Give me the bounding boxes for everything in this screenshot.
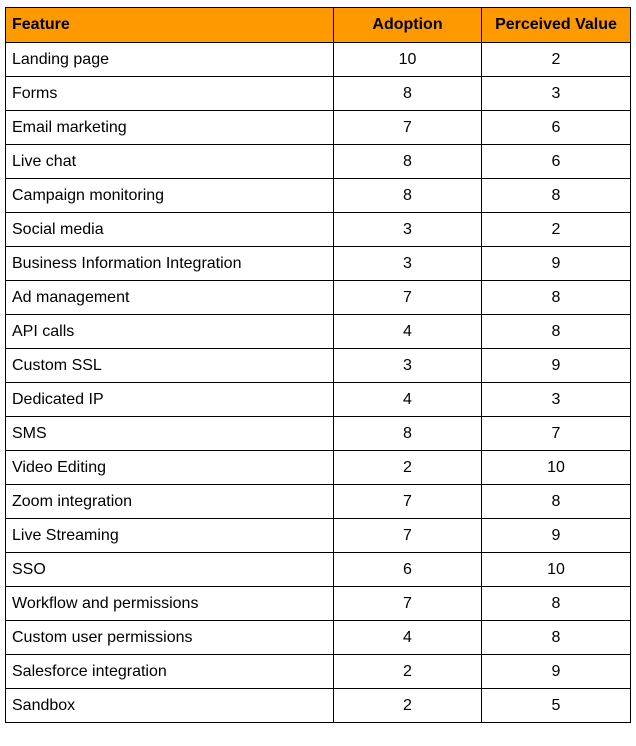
cell-feature: API calls (6, 315, 334, 349)
header-perceived-value: Perceived Value (482, 8, 631, 43)
cell-perceived-value: 8 (482, 587, 631, 621)
table-row (6, 689, 631, 723)
cell-adoption: 2 (334, 655, 482, 689)
cell-perceived-value: 10 (482, 553, 631, 587)
cell-feature: Workflow and permissions (6, 587, 334, 621)
cell-perceived-value: 8 (482, 315, 631, 349)
cell-feature: Custom SSL (6, 349, 334, 383)
cell-adoption: 7 (334, 485, 482, 519)
cell-feature: SSO (6, 553, 334, 587)
table-row (6, 485, 631, 519)
cell-feature: Email marketing (6, 111, 334, 145)
table-row (6, 213, 631, 247)
cell-perceived-value: 9 (482, 349, 631, 383)
cell-adoption: 2 (334, 689, 482, 723)
cell-feature: Social media (6, 213, 334, 247)
cell-perceived-value: 6 (482, 111, 631, 145)
table-row (6, 621, 631, 655)
table-row (6, 111, 631, 145)
cell-feature: Salesforce integration (6, 655, 334, 689)
cell-perceived-value: 8 (482, 281, 631, 315)
cell-perceived-value: 5 (482, 689, 631, 723)
cell-adoption: 4 (334, 315, 482, 349)
cell-feature: Live chat (6, 145, 334, 179)
table-row (6, 655, 631, 689)
table-row (6, 315, 631, 349)
cell-perceived-value: 8 (482, 621, 631, 655)
cell-feature: Video Editing (6, 451, 334, 485)
cell-feature: Custom user permissions (6, 621, 334, 655)
table-row (6, 145, 631, 179)
cell-adoption: 10 (334, 43, 482, 77)
cell-adoption: 8 (334, 179, 482, 213)
cell-adoption: 8 (334, 417, 482, 451)
cell-feature: Campaign monitoring (6, 179, 334, 213)
cell-perceived-value: 9 (482, 519, 631, 553)
table-row (6, 77, 631, 111)
cell-adoption: 8 (334, 145, 482, 179)
cell-adoption: 6 (334, 553, 482, 587)
cell-perceived-value: 8 (482, 485, 631, 519)
table-row (6, 553, 631, 587)
cell-perceived-value: 9 (482, 655, 631, 689)
table-row (6, 417, 631, 451)
cell-adoption: 8 (334, 77, 482, 111)
header-row (6, 8, 631, 43)
table-body (6, 43, 631, 723)
cell-perceived-value: 3 (482, 383, 631, 417)
header-feature: Feature (6, 8, 334, 43)
table-row (6, 43, 631, 77)
cell-adoption: 7 (334, 587, 482, 621)
cell-perceived-value: 2 (482, 43, 631, 77)
table-row (6, 451, 631, 485)
cell-feature: Ad management (6, 281, 334, 315)
cell-feature: SMS (6, 417, 334, 451)
cell-perceived-value: 10 (482, 451, 631, 485)
cell-feature: Forms (6, 77, 334, 111)
cell-perceived-value: 8 (482, 179, 631, 213)
table-row (6, 383, 631, 417)
cell-perceived-value: 9 (482, 247, 631, 281)
cell-feature: Dedicated IP (6, 383, 334, 417)
table-row (6, 587, 631, 621)
cell-adoption: 3 (334, 247, 482, 281)
cell-feature: Sandbox (6, 689, 334, 723)
cell-adoption: 4 (334, 621, 482, 655)
cell-adoption: 7 (334, 519, 482, 553)
cell-feature: Zoom integration (6, 485, 334, 519)
cell-adoption: 3 (334, 213, 482, 247)
cell-adoption: 3 (334, 349, 482, 383)
cell-feature: Landing page (6, 43, 334, 77)
cell-adoption: 7 (334, 111, 482, 145)
cell-perceived-value: 6 (482, 145, 631, 179)
table-row (6, 281, 631, 315)
cell-adoption: 4 (334, 383, 482, 417)
cell-perceived-value: 7 (482, 417, 631, 451)
cell-perceived-value: 3 (482, 77, 631, 111)
cell-adoption: 7 (334, 281, 482, 315)
table-row (6, 179, 631, 213)
cell-adoption: 2 (334, 451, 482, 485)
table-row (6, 519, 631, 553)
cell-feature: Live Streaming (6, 519, 334, 553)
cell-feature: Business Information Integration (6, 247, 334, 281)
feature-table (5, 7, 631, 723)
cell-perceived-value: 2 (482, 213, 631, 247)
header-adoption: Adoption (334, 8, 482, 43)
table-header (6, 8, 631, 43)
table-row (6, 349, 631, 383)
table-row (6, 247, 631, 281)
